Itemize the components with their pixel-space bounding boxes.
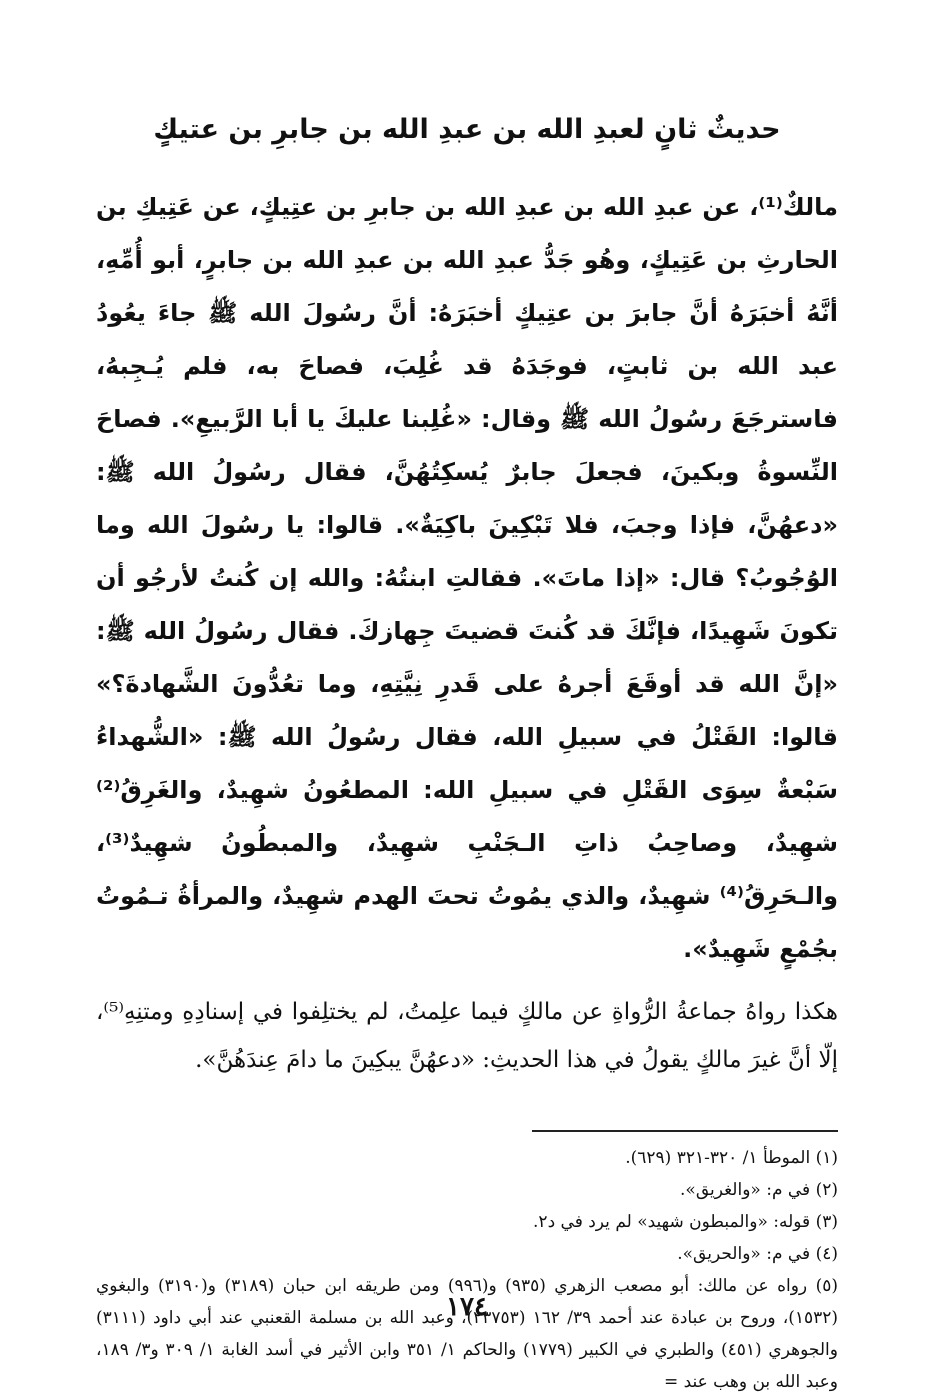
hadith-paragraph: مالكٌ⁽¹⁾، عن عبدِ الله بن عبدِ الله بن جابرِ بن عتِيكٍ، عن عَتِيكِ بن الحارثِ بن عَتِيكٍ، وهُو جَدُّ عبدِ الله بن عبدِ الله بن جابرٍ، أبو أُمِّهِ، أنَّهُ أخبَرَهُ أنَّ جابرَ بن عتِيكٍ أخبَرَهُ: أنَّ رسُولَ الله ﷺ جاءَ يعُودُ عبد الله بن ثابتٍ، فوجَدَهُ قد غُلِبَ، فصاحَ به، فلم يُـجِبهُ، فاسترجَعَ رسُولُ الله ﷺ وقال: «غُلِبنا عليكَ يا أبا الرَّبيعِ». فصاحَ النِّسوةُ وبكينَ، فجعلَ جابرٌ يُسكِتُهُنَّ، فقال رسُولُ الله ﷺ: «دعهُنَّ، فإذا وجبَ، فلا تَبْكِينَ باكِيَةٌ». قالوا: يا رسُولَ الله وما الوُجُوبُ؟ قال: «إذا ماتَ». فقالتِ ابنتُهُ: والله إن كُنتُ لأرجُو أن تكونَ شَهِيدًا، فإنَّكَ قد كُنتَ قضيتَ جِهازكَ. فقال رسُولُ الله ﷺ: «إنَّ الله قد أوقَعَ أجرهُ على قَدرِ نِيَّتِهِ، وما تعُدُّونَ الشَّهادةَ؟» قالوا: القَتْلُ في سبيلِ الله، فقال رسُولُ الله ﷺ: «الشُّهداءُ سَبْعةٌ سِوَى القَتْلِ في سبيلِ الله: المطعُونُ شهِيدٌ، والغَرِقُ⁽²⁾ شهِيدٌ، وصاحِبُ ذاتِ الـجَنْبِ شهِيدٌ، والمبطُونُ شهِيدٌ⁽³⁾، والـحَرِقُ⁽⁴⁾ شهِيدٌ، والذي يمُوتُ تحتَ الهدم شهِيدٌ، والمرأةُ تـمُوتُ بجُمْعٍ شَهِيدٌ». bbox=[96, 193, 838, 964]
footnote-3: (٣) قوله: «والمبطون شهيد» لم يرد في د٢. bbox=[533, 1212, 838, 1233]
commentary-paragraph: هكذا رواهُ جماعةُ الرُّواةِ عن مالكٍ فيما علِمتُ، لم يختلِفوا في إسنادِهِ ومتنِهِ⁽⁵⁾، إلّا أنَّ غيرَ مالكٍ يقولُ في هذا الحديثِ: «دعهُنَّ يبكِينَ ما دامَ عِندَهُنَّ». bbox=[96, 999, 838, 1074]
page-title: حديثٌ ثانٍ لعبدِ الله بن عبدِ الله بن جابرِ بن عتيكٍ bbox=[153, 114, 781, 145]
hadith-text-block bbox=[96, 181, 838, 976]
footnote-1: (١) الموطأ ١/ ٣٢٠-٣٢١ (٦٢٩). bbox=[625, 1148, 838, 1169]
commentary-block bbox=[96, 988, 838, 1084]
footnote-2: (٢) في م: «والغريق». bbox=[680, 1180, 838, 1201]
page-number: ١٧٤ bbox=[446, 1292, 488, 1322]
footnote-5: (٥) رواه عن مالك: أبو مصعب الزهري (٩٣٥) و(٩٩٦) ومن طريقه ابن حبان (٣١٨٩) و(٣١٩٠) والبغوي (١٥٣٢)، وروح بن عبادة عند أحمد ٣٩/ ١٦٢ (٢٣٧٥٣)، وعبد الله بن مسلمة القعنبي عند أبي داود (٣١١١) والجوهري (٤٥١) والطبري في الكبير (١٧٧٩) والحاكم ١/ ٣٥١ وابن الأثير في أسد الغابة ١/ ٣٠٩ و٣/ ١٨٩، وعبد الله بن وهب عند = bbox=[96, 1276, 838, 1393]
footnotes bbox=[96, 1142, 838, 1398]
footnote-4: (٤) في م: «والحريق». bbox=[677, 1244, 838, 1265]
footnote-divider bbox=[532, 1130, 838, 1132]
